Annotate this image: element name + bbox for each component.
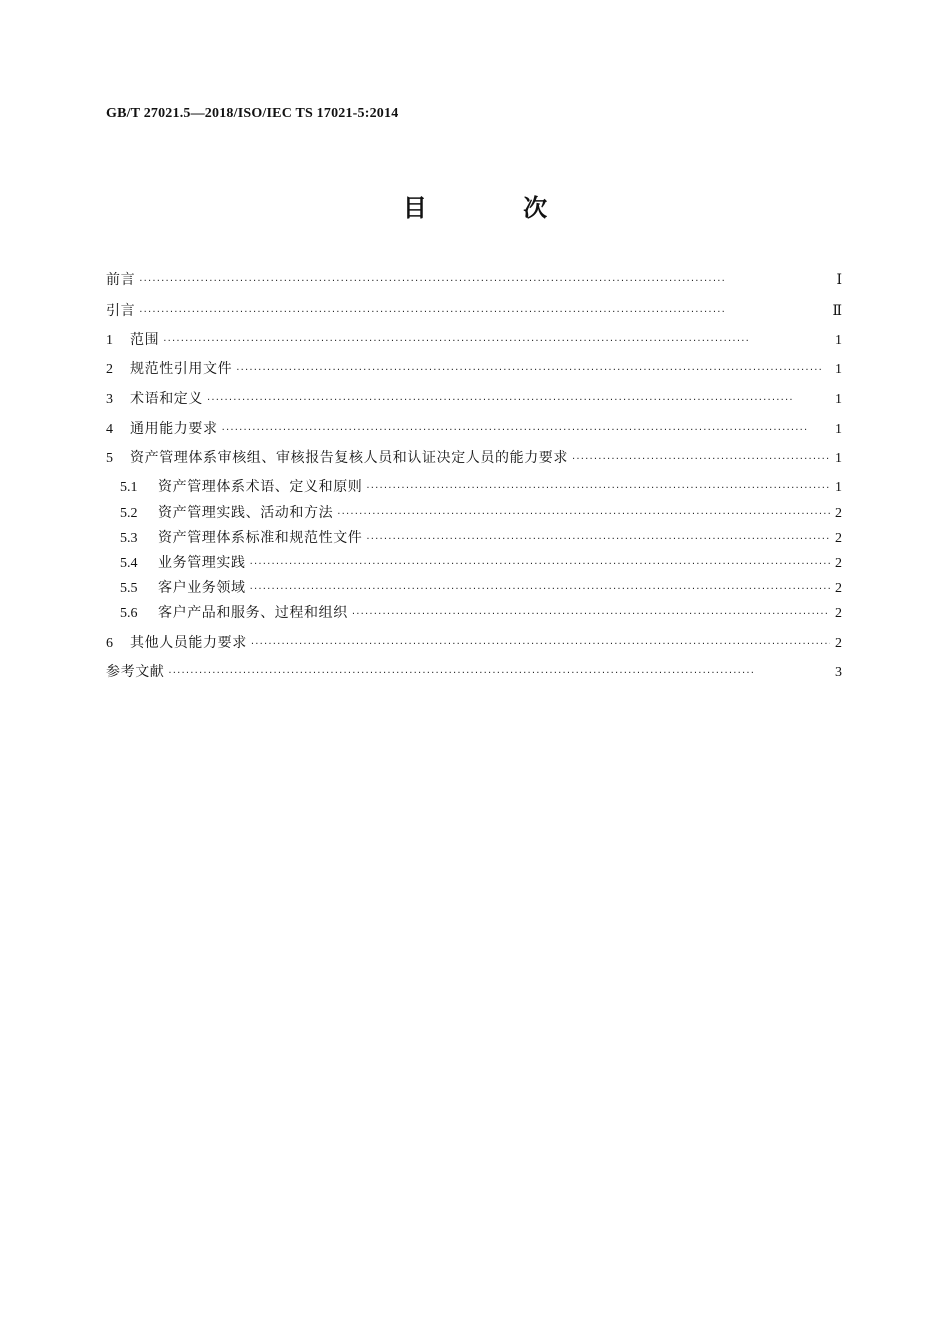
toc-entry-page: 2 [835, 581, 842, 596]
toc-entry-foreword[interactable] [106, 269, 842, 291]
toc-entry-number: 4 [106, 422, 113, 437]
dot-leader [139, 271, 830, 293]
toc-entry-number: 5.5 [120, 581, 138, 596]
toc-entry-page: 1 [835, 362, 842, 377]
dot-leader [250, 554, 830, 576]
dot-leader [366, 478, 830, 500]
toc-entry-section-6[interactable] [106, 632, 842, 654]
toc-entry-title: 资产管理实践、活动和方法 [158, 505, 334, 521]
toc-entry-number: 6 [106, 636, 113, 651]
toc-entry-section-3[interactable] [106, 388, 842, 410]
dot-leader [250, 579, 830, 601]
toc-entry-title: 范围 [130, 332, 160, 348]
dot-leader [139, 302, 828, 324]
toc-entry-number: 5.6 [120, 606, 138, 621]
dot-leader [236, 360, 830, 382]
toc-entry-title: 资产管理体系标准和规范性文件 [158, 530, 363, 546]
toc-entry-page: 3 [835, 665, 842, 680]
standard-code-header: GB/T 27021.5—2018/ISO/IEC TS 17021-5:2014 [106, 106, 399, 121]
toc-entry-title: 客户业务领域 [158, 580, 246, 596]
toc-entry-title: 资产管理体系审核组、审核报告复核人员和认证决定人员的能力要求 [130, 450, 568, 466]
toc-entry-section-1[interactable] [106, 329, 842, 351]
dot-leader [207, 390, 830, 412]
toc-entry-page: 1 [835, 480, 842, 495]
toc-entry-page: 1 [835, 422, 842, 437]
toc-entry-number: 3 [106, 392, 113, 407]
toc-entry-title: 通用能力要求 [130, 421, 218, 437]
toc-entry-title: 资产管理体系术语、定义和原则 [158, 479, 363, 495]
toc-entry-bibliography[interactable] [106, 661, 842, 683]
toc-entry-page: 2 [835, 531, 842, 546]
dot-leader [168, 663, 830, 685]
toc-entry-title: 规范性引用文件 [130, 361, 233, 377]
dot-leader [352, 604, 830, 626]
toc-entry-section-2[interactable] [106, 358, 842, 380]
toc-entry-section-4[interactable] [106, 418, 842, 440]
toc-entry-title: 参考文献 [106, 664, 165, 680]
toc-entry-section-5[interactable] [106, 447, 842, 469]
toc-entry-title: 术语和定义 [130, 391, 203, 407]
toc-entry-section-5-5[interactable] [120, 577, 842, 599]
toc-entry-section-5-1[interactable] [120, 476, 842, 498]
toc-entry-number: 5 [106, 451, 113, 466]
toc-title: 目 次 [402, 194, 592, 222]
toc-entry-section-5-4[interactable] [120, 552, 842, 574]
toc-entry-title: 前言 [106, 272, 136, 288]
toc-entry-page: 2 [835, 606, 842, 621]
toc-entry-page: 2 [835, 506, 842, 521]
toc-entry-title: 客户产品和服务、过程和组织 [158, 605, 348, 621]
toc-entry-title: 其他人员能力要求 [130, 635, 247, 651]
toc-entry-number: 2 [106, 362, 113, 377]
toc-entry-page: 1 [835, 451, 842, 466]
toc-entry-page: Ⅱ [832, 304, 842, 319]
toc-entry-page: 1 [835, 392, 842, 407]
dot-leader [337, 504, 830, 526]
toc-entry-title: 业务管理实践 [158, 555, 246, 571]
toc-entry-number: 5.4 [120, 556, 138, 571]
toc-entry-number: 5.3 [120, 531, 138, 546]
toc-entry-page: 1 [835, 333, 842, 348]
dot-leader [366, 529, 830, 551]
toc-entry-number: 5.2 [120, 506, 138, 521]
toc-entry-number: 1 [106, 333, 113, 348]
toc-entry-page: Ⅰ [836, 273, 842, 288]
dot-leader [251, 634, 830, 656]
dot-leader [163, 331, 830, 353]
toc-entry-page: 2 [835, 636, 842, 651]
toc-entry-section-5-3[interactable] [120, 527, 842, 549]
toc-entry-introduction[interactable] [106, 300, 842, 322]
dot-leader [222, 420, 830, 442]
dot-leader [572, 449, 830, 471]
toc-entry-number: 5.1 [120, 480, 138, 495]
toc-entry-section-5-2[interactable] [120, 502, 842, 524]
toc-entry-title: 引言 [106, 303, 136, 319]
toc-entry-page: 2 [835, 556, 842, 571]
toc-entry-section-5-6[interactable] [120, 602, 842, 624]
